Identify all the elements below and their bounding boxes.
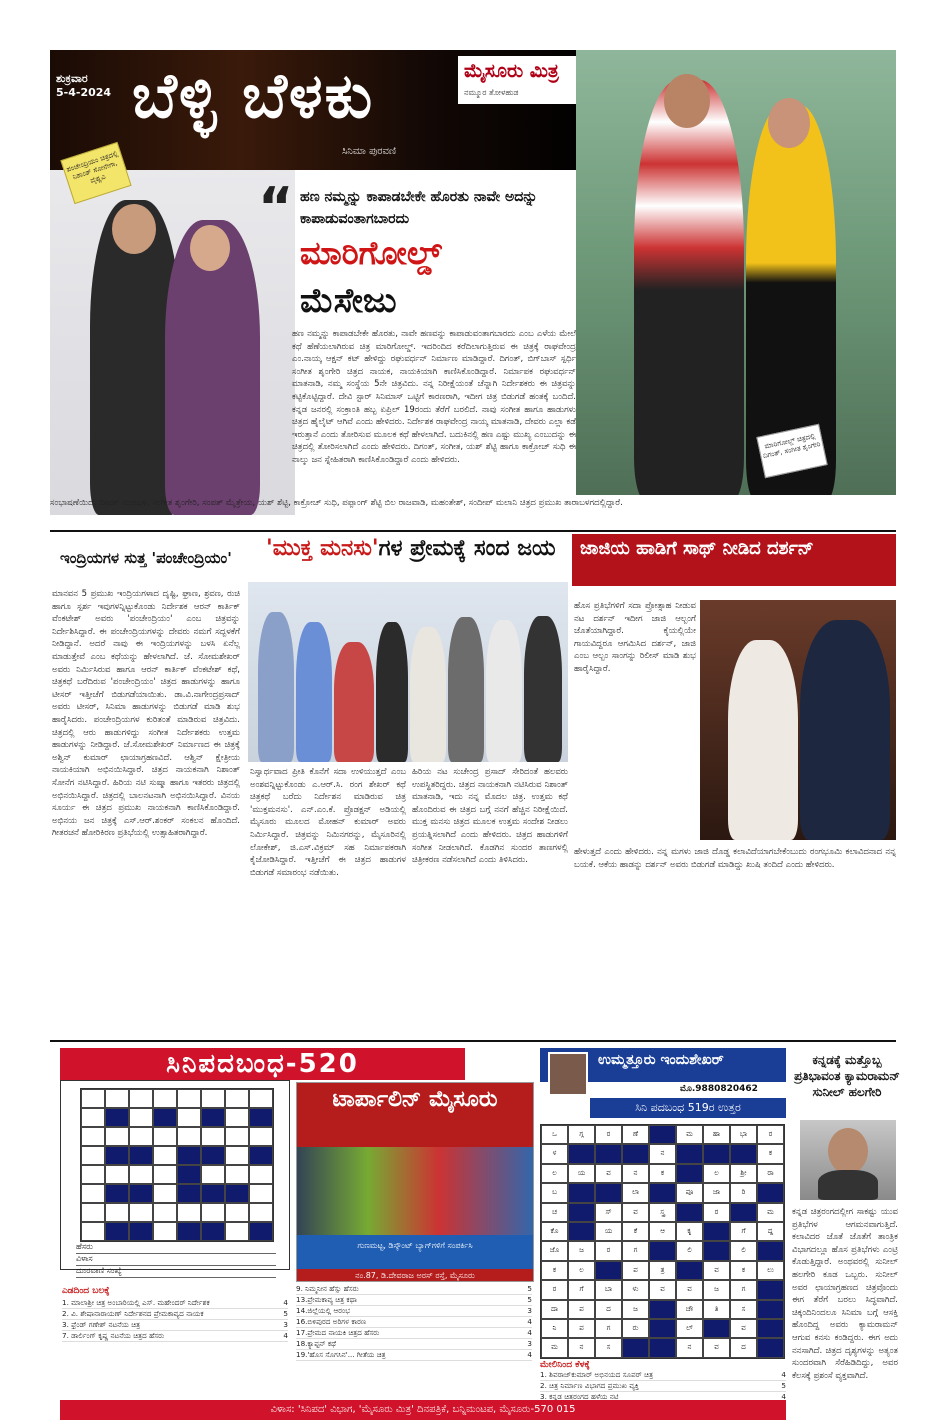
answer-cell: ದ: [730, 1338, 757, 1357]
clue-text: 14.ಜಿಲ್ಲೆಯಲ್ಲಿ ಆರಂಭ: [296, 1306, 351, 1315]
crossword-cell: [177, 1108, 201, 1127]
suneel-body: ಕನ್ನಡ ಚಿತ್ರರಂಗದಲ್ಲೀಗ ಸಾಕಷ್ಟು ಯುವ ಪ್ರತಿಭೆಗಳ ಆಗಮನವಾಗುತ್ತಿದೆ. ಕಲಾವಿದರ ಜೊತೆ ಜೊತೆಗೆ ತಾಂತ್ರಿಕ ವಿಭಾಗದಲ್ಲೂ ಹೊಸ ಪ್ರತಿಭೆಗಳು ಎಂಟ್ರಿ ಕೊಡುತ್ತಿದ್ದಾರೆ. ಅಂಥವರಲ್ಲಿ ಸುನೀಲ್ ಹಲಗೇರಿ ಕೂಡ ಒಬ್ಬರು. ಸುನೀಲ್ ಅವರ ಛಾಯಾಗ್ರಹಣದ ಚಿತ್ರವೊಂದು ಈಗ ತೆರೆಗೆ ಬರಲು ಸಿದ್ಧವಾಗಿದೆ. ಚಿಕ್ಕಂದಿನಿಂದಲೂ ಸಿನಿಮಾ ಬಗ್ಗೆ ಆಸಕ್ತಿ ಹೊಂದಿದ್ದ ಅವರು ಕ್ಯಾಮರಾಮನ್ ಆಗುವ ಕನಸು ಕಂಡಿದ್ದರು. ಈಗ ಅದು ನನಸಾಗಿದೆ. ಚಿತ್ರದ ದೃಶ್ಯಗಳನ್ನು ಅತ್ಯಂತ ಸುಂದರವಾಗಿ ಸೆರೆಹಿಡಿದಿದ್ದು, ಅವರ ಕೆಲಸಕ್ಕೆ ಪ್ರಶಂಸೆ ವ್ಯಕ್ತವಾಗಿದೆ.: [792, 1207, 898, 1381]
answer-cell: ಪ: [568, 1300, 595, 1319]
mukta-manasu-body-col2: ಹಿರಿಯ ನಟ ಸುಚೇಂದ್ರ ಪ್ರಸಾದ್ ಸೇರಿದಂತೆ ಹಲವರು ಉಪಸ್ಥಿತರಿದ್ದರು. ಚಿತ್ರದ ನಾಯಕನಾಗಿ ನಟಿಸಿರುವ ನಿಶಾಂತ್ ಮಾತನಾಡಿ, ಇದು ನನ್ನ ಮೊದಲ ಚಿತ್ರ. ಉತ್ತಮ ಕಥೆ ಹೊಂದಿರುವ ಈ ಚಿತ್ರದ ಬಗ್ಗೆ ನನಗೆ ಹೆಚ್ಚಿನ ನಿರೀಕ್ಷೆಯಿದೆ. ಮುಕ್ತ ಮನಸು ಚಿತ್ರದ ಮೂಲಕ ಉತ್ತಮ ಸಂದೇಶ ನೀಡಲು ಪ್ರಯತ್ನಿಸಲಾಗಿದೆ ಎಂದು ಹೇಳಿದರು. ಚಿತ್ರದ ಹಾಡುಗಳಿಗೆ ಸಂಗೀತ ನೀಡಲಾಗಿದೆ. ಕೊಡಗಿನ ಸುಂದರ ತಾಣಗಳಲ್ಲಿ ಚಿತ್ರೀಕರಣ ನಡೆಸಲಾಗಿದೆ ಎಂದು ತಿಳಿಸಿದರು.: [412, 767, 568, 866]
jaji-body-col2: ಹೇಳುತ್ತದೆ ಎಂದು ಹೇಳಿದರು. ನನ್ನ ಮಗಳು ಜಾಜಿ ದೊಡ್ಡ ಕಲಾವಿದೆಯಾಗಬೇಕೆಂಬುದು ರಂಗಭೂಮಿ ಕಲಾವಿದನಾದ ನನ್ನ ಬಯಕೆ. ಆಕೆಯ ಹಾಡನ್ನು ದರ್ಶನ್ ಅವರು ಬಿಡುಗಡೆ ಮಾಡಿದ್ದು ಖುಷಿ ತಂದಿದೆ ಎಂದು ಹೇಳಿದರು.: [574, 847, 896, 870]
answer-cell: [757, 1280, 784, 1299]
crossword-cell: [105, 1184, 129, 1203]
answer-cell: [676, 1164, 703, 1183]
crossword-cell: [81, 1127, 105, 1146]
down-clues: [296, 1284, 532, 1361]
issue-date: [56, 72, 111, 100]
clue-length: 4: [527, 1328, 532, 1337]
crossword-cell: [249, 1146, 273, 1165]
lead-headline-second: ಮೆಸೇಜು: [300, 281, 397, 321]
advert-address: ನಂ.87, ಡಿ.ದೇವರಾಜ ಅರಸ್ ರಸ್ತೆ, ಮೈಸೂರು: [297, 1269, 533, 1282]
clue-text: 7. ಡಾರ್ಲಿಂಗ್ ಕೃಷ್ಣ ನಟನೆಯ ಚಿತ್ರದ ಹೆಸರು: [62, 1331, 165, 1340]
answer-cell: ಒ: [541, 1125, 568, 1144]
answer-cell: [757, 1338, 784, 1357]
answer-cell: ನ: [622, 1164, 649, 1183]
answer-cell: ಲಿ: [676, 1241, 703, 1260]
crossword-cell: [225, 1127, 249, 1146]
answer-cell: [568, 1183, 595, 1202]
clue-length: 5: [527, 1284, 532, 1293]
crossword-cell: [225, 1184, 249, 1203]
clue-text: 18.ಕ್ಯಾಪ್ಟನ್ ಕಥೆ: [296, 1339, 337, 1348]
answer-cell: [757, 1319, 784, 1338]
clue-text: 1. ಮಾಲಾಶ್ರೀ ಚಿತ್ರ ಅಂಬಾರಿಯಲ್ಲಿ ಎಸ್. ಮಹೇಂದರ್ ನಿರ್ದೇಶಕ: [62, 1298, 210, 1307]
crossword-cell: [225, 1222, 249, 1241]
answer-cell: ಕೃ: [676, 1222, 703, 1241]
crossword-entry-form: [76, 1242, 276, 1278]
masthead: [50, 50, 595, 170]
clue-row: [296, 1284, 532, 1295]
crossword-cell: [249, 1222, 273, 1241]
crossword-cell: [153, 1108, 177, 1127]
crossword-cell: [177, 1089, 201, 1108]
crossword-cell: [129, 1108, 153, 1127]
across-clues: [62, 1298, 288, 1342]
winner-banner: ಉಮ್ಮತ್ತೂರು ಇಂದುಶೇಖರ್: [540, 1048, 786, 1082]
answer-cell: ತಿ: [703, 1300, 730, 1319]
crossword-cell: [153, 1222, 177, 1241]
answer-cell: [703, 1241, 730, 1260]
answer-cell: ಕೊ: [541, 1222, 568, 1241]
crossword-cell: [153, 1184, 177, 1203]
answer-cell: ಸ: [595, 1338, 622, 1357]
clue-text: 2. ವಿ. ಶೇಷಾನಾರಾಯಣ್ ನಿರ್ದೇಶನದ ಪ್ರೇಮಕಾವ್ಯದ ನಾಯಕ: [62, 1309, 204, 1318]
answer-cell: [649, 1125, 676, 1144]
answer-cell: [568, 1144, 595, 1163]
answer-cell: ವ: [703, 1338, 730, 1357]
answer-cell: ಗೆ: [730, 1222, 757, 1241]
answer-cell: ಜ: [622, 1300, 649, 1319]
crossword-cell: [81, 1089, 105, 1108]
crossword-cell: [201, 1108, 225, 1127]
answer-cell: ರಿ: [730, 1183, 757, 1202]
jaji-headline: ಜಾಜಿಯ ಹಾಡಿಗೆ ಸಾಥ್ ನೀಡಿದ ದರ್ಶನ್: [572, 534, 896, 586]
clue-row: [62, 1331, 288, 1342]
lead-headline: ಮಾರಿಗೋಲ್ಡ್: [300, 234, 442, 272]
answer-cell: [757, 1241, 784, 1260]
across-clues-heading: ಎಡದಿಂದ ಬಲಕ್ಕೆ: [62, 1286, 110, 1296]
answer-cell: ಮ: [541, 1338, 568, 1357]
answer-cell: [595, 1183, 622, 1202]
crossword-grid: [80, 1088, 274, 1242]
answer-cell: [649, 1183, 676, 1202]
answer-cell: ಗ: [595, 1319, 622, 1338]
mukta-manasu-body-col1: ನಿಸ್ವಾರ್ಥವಾದ ಪ್ರೀತಿ ಕೊನೆಗೆ ಸದಾ ಉಳಿಯುತ್ತದೆ ಎಂಬ ಅಂಶವನ್ನಿಟ್ಟುಕೊಂಡು ಎ.ಆರ್.ಸಿ. ರಂಗ ಶೇಖರ್ ಕಥೆ ಚಿತ್ರಕಥೆ ಬರೆದು ನಿರ್ದೇಶನ ಮಾಡಿರುವ ಚಿತ್ರ 'ಮುಕ್ತಮನಸು'. ಎನ್.ಎಂ.ಕೆ. ಪ್ರೊಡಕ್ಷನ್ ಅಡಿಯಲ್ಲಿ ಮೈಸೂರು ಮೂಲದ ಮೋಹನ್ ಕುಮಾರ್ ಅವರು ನಿರ್ಮಿಸಿದ್ದಾರೆ. ಚಿತ್ರವನ್ನು ನಿಮಿನಗರನ್ನು, ಮೈಸೂರಿನಲ್ಲಿ ಲೋಕೇಶ್, ಜಿ.ಎಸ್.ವಿಕ್ರಮ್ ಸಹ ನಿರ್ಮಾಪಕರಾಗಿ ಕೈಜೋಡಿಸಿದ್ದಾರೆ. ಇತ್ತೀಚೆಗೆ ಈ ಚಿತ್ರದ ಹಾಡುಗಳ ಬಿಡುಗಡೆ ಸಮಾರಂಭ ನಡೆಯಿತು.: [250, 767, 406, 878]
panchendriyam-headline: ಇಂದ್ರಿಯಗಳ ಸುತ್ತ 'ಪಂಚೇಂದ್ರಿಯಂ': [60, 549, 232, 567]
answer-cell: [595, 1144, 622, 1163]
answer-cell: ಶ್ರೀ: [730, 1164, 757, 1183]
marigold-couple-photo: [576, 50, 896, 495]
crossword-cell: [81, 1165, 105, 1184]
answer-cell: ಗ: [730, 1280, 757, 1299]
answer-grid: [540, 1124, 785, 1359]
answer-cell: ಆ: [649, 1222, 676, 1241]
crossword-cell: [249, 1108, 273, 1127]
crossword-cell: [129, 1089, 153, 1108]
clue-length: 3: [527, 1306, 532, 1315]
crossword-cell: [249, 1184, 273, 1203]
advert-bags-image: [297, 1147, 533, 1235]
crossword-cell: [105, 1108, 129, 1127]
crossword-cell: [81, 1203, 105, 1222]
crossword-cell: [177, 1222, 201, 1241]
answer-cell: ನ: [676, 1338, 703, 1357]
answer-cell: ಗ: [622, 1241, 649, 1260]
answer-cell: ಲ್: [676, 1319, 703, 1338]
clue-length: 3: [527, 1339, 532, 1348]
answer-cell: ಬಾ: [595, 1280, 622, 1299]
answer-cell: [649, 1338, 676, 1357]
crossword-cell: [153, 1165, 177, 1184]
clue-length: 4: [527, 1350, 532, 1359]
answer-cell: [757, 1183, 784, 1202]
crossword-cell: [153, 1127, 177, 1146]
advert-brand: ಟಾರ್ಪಾಲಿನ್ ಮೈಸೂರು: [297, 1083, 533, 1147]
answer-cell: [649, 1300, 676, 1319]
clue-text: 19.'ಹೊಸ ಸೊಗಸಿನ'... ಗೀತೆಯ ಚಿತ್ರ: [296, 1350, 386, 1359]
suneel-headline: ಕನ್ನಡಕ್ಕೆ ಮತ್ತೊಬ್ಬ ಪ್ರತಿಭಾವಂತ ಕ್ಯಾಮರಾಮನ್ ಸುನೀಲ್ ಹಲಗೇರಿ: [794, 1053, 900, 1099]
crossword-cell: [81, 1184, 105, 1203]
answer-cell: [757, 1300, 784, 1319]
answer-cell: ರ: [595, 1241, 622, 1260]
lead-story-body: ಹಣ ನಮ್ಮನ್ನು ಕಾಪಾಡಬೇಕೇ ಹೊರತು, ನಾವೇ ಹಣವನ್ನು ಕಾಪಾಡುವಂತಾಗಬಾರದು ಎಂಬ ಎಳೆಯ ಮೇಲೆ ಕಥೆ ಹೆಣೆಯಲಾಗಿರುವ ಚಿತ್ರ ಮಾರಿಗೋಲ್ಡ್. ಇದರಿಂದಿದ ಕರೆದಿಲಾಗುತ್ತಿರುವ ಈ ಚಿತ್ರಕ್ಕೆ ರಾಘವೇಂದ್ರ ಎಂ.ನಾಯ್ಕ ಆಕ್ಷನ್ ಕಟ್ ಹೇಳಿದ್ದು ರಘುವರ್ಧನ್ ನಿರ್ಮಾಣ ಮಾಡಿದ್ದಾರೆ. ದಿಗಂತ್, ಬಿಗ್‌ಬಾಸ್ ಸ್ಪರ್ಧಿ ಸಂಗೀತ ಶೃಂಗೇರಿ ಚಿತ್ರದ ನಾಯಕ, ನಾಯಕಿಯಾಗಿ ಕಾಣಿಸಿಕೊಂಡಿದ್ದಾರೆ. ನಿರ್ಮಾಪಕ ರಘುವರ್ಧನ್ ಮಾತನಾಡಿ, ನಮ್ಮ ಸಂಸ್ಥೆಯ 5ನೇ ಚಿತ್ರವಿದು. ನನ್ನ ನಿರೀಕ್ಷೆಯಂತೆ ಚೆನ್ನಾಗಿ ನಿರ್ದೇಶಕರು ಈ ಚಿತ್ರವನ್ನು ಕಟ್ಟಿಕೊಟ್ಟಿದ್ದಾರೆ. ದೇವಿ ಸ್ಟಾರ್ ಸಿನಿಮಾಸ್ ಒಟ್ಟಿಗೆ ಕಾರಣರಾಗಿ, ಇದೀಗ ಚಿತ್ರ ಬಿಡುಗಡೆ ಹಂತಕ್ಕೆ ಬಂದಿದೆ. ಕನ್ನಡ ಜನರಲ್ಲಿ ಸಂಕ್ರಾಂತಿ ಹಬ್ಬ ಏಪ್ರಿಲ್ 19ರಂದು ತೆರೆಗೆ ಬರಲಿದೆ. ನಾವು ಸಂಗೀತ ಹಾಗೂ ಹಾಡುಗಳು ಚಿತ್ರದ ಹೈಲೈಟ್ ಆಗಿವೆ ಎಂದು ಹೇಳಿದರು. ನಿರ್ದೇಶಕ ರಾಘವೇಂದ್ರ ನಾಯ್ಕ ಮಾತನಾಡಿ, ದೇವರು ಎಲ್ಲಾ ಕಡೆ ಇರುತ್ತಾನೆ ಎಂದು ತೋರಿಸುವ ಮೂಲಕ ಕಥೆ ಹೇಳಲಾಗಿದೆ. ಬದುಕಿನಲ್ಲಿ ಹಣ ಎಷ್ಟು ಮುಖ್ಯ ಎಂಬುದನ್ನು ಈ ಚಿತ್ರದಲ್ಲಿ ತೋರಿಸಲಾಗಿದೆ ಎಂದು ಹೇಳಿದರು. ದಿಗಂತ್, ಸಂಗೀತ, ಯಶ್ ಶೆಟ್ಟಿ ಹಾಗೂ ಕಾಕ್ರೋಚ್ ಸುಧಿ ಈ ನಾಲ್ಕು ಜನ ಸ್ನೇಹಿತರಾಗಿ ಕಾಣಿಸಿಕೊಂಡಿದ್ದಾರೆ ಎಂದು ಹೇಳಿದರು.: [292, 329, 576, 465]
crossword-cell: [249, 1203, 273, 1222]
answer-cell: ತ್ರ: [649, 1261, 676, 1280]
photo-caption-sticker: ಮಾರಿಗೋಲ್ಡ್ ಚಿತ್ರದಲ್ಲಿ ದಿಗಂತ್, ಸಂಗೀತ ಶೃಂಗೇರಿ: [756, 424, 827, 478]
clue-row: [62, 1298, 288, 1309]
answer-cell: [703, 1144, 730, 1163]
answer-cell: ರಾ: [757, 1164, 784, 1183]
answer-cell: ದ್ದ: [757, 1222, 784, 1241]
answer-cell: ರ: [703, 1203, 730, 1222]
phone-label: ದೂರವಾಣಿ ಸಂಖ್ಯೆ: [76, 1266, 122, 1275]
answer-cell: [568, 1203, 595, 1222]
crossword-cell: [153, 1089, 177, 1108]
answer-cell: [676, 1203, 703, 1222]
answer-cell: [730, 1144, 757, 1163]
answer-cell: [649, 1241, 676, 1260]
clue-text: 9. ನಿಮ್ಮನೀನ ಹೆಸ್ಸು ಹೆಸರು: [296, 1284, 359, 1293]
crossword-cell: [225, 1146, 249, 1165]
clue-length: 3: [283, 1320, 288, 1329]
advert-tagline: ಗುಣಮಟ್ಟ, ಡಿಸ್ಕೌಂಟ್ ಬ್ಯಾಗ್‌ಗಳಿಗೆ ಸಂಪರ್ಕಿಸಿ: [297, 1235, 533, 1269]
clue-row: [296, 1317, 532, 1328]
answer-cell: ಪ: [568, 1319, 595, 1338]
crossword-cell: [153, 1203, 177, 1222]
darshan-jaji-photo: [700, 600, 896, 840]
crossword-cell: [249, 1089, 273, 1108]
crossword-cell: [81, 1108, 105, 1127]
crossword-cell: [129, 1222, 153, 1241]
answer-cell: ರು: [622, 1319, 649, 1338]
crossword-cell: [225, 1203, 249, 1222]
answer-cell: [703, 1319, 730, 1338]
headline-quote-part: 'ಮುಕ್ತ ಮನಸು': [266, 536, 379, 561]
divider: [50, 530, 896, 532]
clue-length: 4: [781, 1370, 786, 1379]
clue-text: 13.ಪ್ರೇಮಕಾವ್ಯ ಚಿತ್ರ ಕಥಾ: [296, 1295, 357, 1304]
answer-cell: ವ: [730, 1319, 757, 1338]
answer-cell: ದಾ: [541, 1300, 568, 1319]
clue-text: 17.ಪ್ರೇಮದ ನಾಯಕಿ ಚಿತ್ರದ ಹೆಸರು: [296, 1328, 380, 1337]
crossword-cell: [201, 1203, 225, 1222]
suneel-photo: [800, 1120, 896, 1200]
crossword-cell: [81, 1222, 105, 1241]
clue-row: [540, 1370, 786, 1381]
answer-cell: ಳ: [541, 1144, 568, 1163]
crossword-cell: [105, 1165, 129, 1184]
answer-cell: ಸ: [730, 1300, 757, 1319]
crossword-cell: [201, 1146, 225, 1165]
answer-cell: ಗ್ಗ: [568, 1125, 595, 1144]
clue-row: [62, 1309, 288, 1320]
lead-story-tail: ಸಂಭಾಷಣೆಯಿದೆ. ದೀಪಕ್ ಮಂಜುಳ, ಸಂಗೀತ ಶೃಂಗೇರಿ, ಸಂಪತ್ ಮೈತ್ರೇಯ, ಯಶ್ ಶೆಟ್ಟಿ, ಕಾಕ್ರೋಚ್ ಸುಧಿ, ಪಪ್ಪಾಂಗ್ ಶೆಟ್ಟಿ ಬಿಲ ರಾಜವಾಡಿ, ಮಹಂತೇಶ್, ಸಂದೀಪ್ ಮಲಾನಿ ಚಿತ್ರದ ಪ್ರಮುಖ ತಾರಾಬಳಗದಲ್ಲಿದ್ದಾರೆ.: [50, 498, 623, 508]
answer-cell: [676, 1261, 703, 1280]
answer-cell: ಕ: [649, 1164, 676, 1183]
clue-row: [296, 1295, 532, 1306]
clue-row: [296, 1328, 532, 1339]
crossword-cell: [153, 1146, 177, 1165]
issue-date-value: 5-4-2024: [56, 86, 112, 99]
answer-cell: ಮ: [757, 1203, 784, 1222]
answer-cell: ಜ: [568, 1241, 595, 1260]
answer-cell: [649, 1319, 676, 1338]
answer-cell: [622, 1338, 649, 1357]
answer-cell: ನಿ: [541, 1319, 568, 1338]
crossword-cell: [201, 1089, 225, 1108]
clue-length: 4: [283, 1331, 288, 1340]
crossword-cell: [129, 1165, 153, 1184]
crossword-cell: [129, 1203, 153, 1222]
clue-text: 16.ಬಿಳಿಪುರದ ಅರಿಗಳ ಕಾರಣ: [296, 1317, 367, 1326]
address-label: ವಿಳಾಸ: [76, 1254, 93, 1263]
answer-cell: ಮ: [676, 1125, 703, 1144]
answer-cell: ದ: [595, 1300, 622, 1319]
clue-length: 4: [527, 1317, 532, 1326]
answer-cell: ಲಾ: [622, 1183, 649, 1202]
clue-text: 2. ಚಿತ್ರ ನಿರ್ಮಾಣ ವಿಭಾಗದ ಪ್ರಮುಖ ವ್ಯಕ್ತಿ: [540, 1381, 639, 1390]
clue-text: 3. ಫ್ರೆಂಡ್ ಗಣೇಶ್ ನಟನೆಯ ಚಿತ್ರ: [62, 1320, 141, 1329]
brand-tagline: ನಮ್ಮೂರ ತೋಳಹುಡ: [464, 88, 519, 97]
answer-cell: ಲಿ: [730, 1241, 757, 1260]
winner-phone: ಮೊ.9880820462: [680, 1084, 758, 1094]
answer-cell: [703, 1222, 730, 1241]
clue-length: 5: [283, 1309, 288, 1318]
answer-cell: ಸ್ತ್ರ: [649, 1203, 676, 1222]
answer-cell: ಲ: [568, 1261, 595, 1280]
answer-cell: [568, 1222, 595, 1241]
answer-cell: [730, 1203, 757, 1222]
answer-cell: ರ: [757, 1125, 784, 1144]
answer-cell: ಸ್: [595, 1203, 622, 1222]
clue-text: 3. ಕನ್ನಡ ಚಿತ್ರರಂಗದ ಹಳೆಯ ನಟಿ: [540, 1392, 619, 1400]
crossword-cell: [105, 1203, 129, 1222]
clue-length: 4: [283, 1298, 288, 1307]
answer-cell: ಕ: [757, 1144, 784, 1163]
answer-cell: ಗೆ: [568, 1280, 595, 1299]
crossword-cell: [129, 1127, 153, 1146]
answer-cell: ವ: [649, 1280, 676, 1299]
mukta-manasu-group-photo: [248, 582, 568, 762]
crossword-cell: [201, 1127, 225, 1146]
answer-cell: ಭಾ: [730, 1125, 757, 1144]
tarpaulin-advert: [296, 1082, 534, 1282]
clue-row: [62, 1320, 288, 1331]
answer-cell: ಚೌ: [676, 1300, 703, 1319]
crossword-cell: [177, 1146, 201, 1165]
answer-cell: ಚ: [541, 1203, 568, 1222]
clue-row: [540, 1381, 786, 1392]
crossword-title: ಸಿನಿಪದಬಂಧ-520: [60, 1048, 465, 1080]
crossword-cell: [81, 1146, 105, 1165]
brand-logo: ಮೈಸೂರು ಮಿತ್ರ: [464, 60, 559, 82]
answer-cell: ಕ: [541, 1261, 568, 1280]
crossword-cell: [201, 1165, 225, 1184]
answer-cell: ಕೆ: [622, 1222, 649, 1241]
lead-quote: ಹಣ ನಮ್ಮನ್ನು ಕಾಪಾಡಬೇಕೇ ಹೊರತು ನಾವೇ ಅದನ್ನು ಕಾಪಾಡುವಂತಾಗಬಾರದು: [300, 189, 538, 227]
crossword-cell: [225, 1089, 249, 1108]
answer-cell: ಹಾ: [703, 1125, 730, 1144]
answer-cell: ಬ: [541, 1183, 568, 1202]
supplement-subtitle: ಸಿನಿಮಾ ಪುರವಣಿ: [342, 146, 397, 157]
crossword-cell: [105, 1089, 129, 1108]
answer-cell: ವ: [622, 1203, 649, 1222]
answer-cell: ಲ: [703, 1164, 730, 1183]
crossword-cell: [105, 1222, 129, 1241]
crossword-cell: [177, 1165, 201, 1184]
answer-cell: ವ: [676, 1280, 703, 1299]
crossword-cell: [201, 1184, 225, 1203]
photo-caption-sticker: ಪಂಚೇಂದ್ರಿಯಂ ಚಿತ್ರದಲ್ಲಿ ನಿಶಾಂತ್ ಸೋನೇಗಾ, ವೈಷ್ಣವಿ: [60, 142, 131, 204]
answer-cell: ಳು: [622, 1280, 649, 1299]
crossword-cell: [177, 1184, 201, 1203]
answer-heading: ಸಿನಿ ಪದಬಂಧ 519ರ ಉತ್ತರ: [590, 1098, 786, 1118]
answer-cell: ನ: [649, 1144, 676, 1163]
divider: [50, 1040, 896, 1042]
crossword-cell: [249, 1127, 273, 1146]
answer-cell: ನ: [568, 1338, 595, 1357]
crossword-cell: [249, 1165, 273, 1184]
crossword-cell: [225, 1165, 249, 1184]
clue-row: [296, 1306, 532, 1317]
crossword-cell: [129, 1184, 153, 1203]
name-label: ಹೆಸರು: [76, 1242, 93, 1251]
answer-cell: ವ: [703, 1261, 730, 1280]
crossword-cell: [225, 1108, 249, 1127]
answer-cell: ರ: [595, 1125, 622, 1144]
answer-cell: [676, 1144, 703, 1163]
crossword-cell: [105, 1146, 129, 1165]
issue-day: ಶುಕ್ರವಾರ: [56, 72, 88, 85]
answer-cell: ಜಾ: [703, 1183, 730, 1202]
crossword-cell: [177, 1203, 201, 1222]
answer-cell: ವ: [595, 1164, 622, 1183]
mukta-manasu-headline: [266, 536, 556, 561]
clue-row: [296, 1350, 532, 1361]
top-down-clues: [540, 1370, 786, 1400]
footer-address: ವಿಳಾಸ: 'ಸಿನಿಪದ' ವಿಭಾಗ, 'ಮೈಸೂರು ಮಿತ್ರ' ದಿನಪತ್ರಿಕೆ, ಬನ್ನಿಮಂಟಪ, ಮೈಸೂರು-570 015: [60, 1400, 786, 1420]
answer-cell: [595, 1261, 622, 1280]
clue-text: 1. ಶಿವರಾಜ್‌ಕುಮಾರ್ ಅಭಿನಯದ ಸೂಪರ್ ಚಿತ್ರ: [540, 1370, 654, 1379]
crossword-cell: [129, 1146, 153, 1165]
answer-cell: ಪೂ: [676, 1183, 703, 1202]
brand-box: [458, 56, 588, 104]
answer-cell: ಣೆ: [622, 1125, 649, 1144]
clue-row: [540, 1392, 786, 1400]
jaji-body-col1: ಹೊಸ ಪ್ರತಿಭೆಗಳಿಗೆ ಸದಾ ಪ್ರೋತ್ಸಾಹ ನೀಡುವ ನಟ ದರ್ಶನ್ ಇದೀಗ ಜಾಜಿ ಆಲ್ಬಂಗೆ ಜೊತೆಯಾಗಿದ್ದಾರೆ. ಕೈಯಲ್ಲಿಯೇ ಗಾಯವಿದ್ದರೂ ಆಗಮಿಸಿದ ದರ್ಶನ್, ಜಾಜಿ ಎಂಬ ಆಲ್ಬಂ ಸಾಂಗನ್ನು ರಿಲೀಸ್ ಮಾಡಿ ಶುಭ ಹಾರೈಸಿದ್ದಾರೆ.: [574, 601, 696, 674]
crossword-cell: [105, 1127, 129, 1146]
clue-length: 4: [781, 1392, 786, 1400]
answer-cell: ಜ: [703, 1280, 730, 1299]
crossword-cell: [201, 1222, 225, 1241]
answer-cell: ಪ: [622, 1261, 649, 1280]
answer-cell: ಕ: [730, 1261, 757, 1280]
top-down-heading: ಮೇಲಿನಿಂದ ಕೆಳಕ್ಕೆ: [540, 1360, 590, 1370]
supplement-title: ಬೆಳ್ಳಿ ಬೆಳಕು: [132, 59, 375, 132]
answer-cell: ರ: [541, 1280, 568, 1299]
panchendriyam-body: ಮಾನವನ 5 ಪ್ರಮುಖ ಇಂದ್ರಿಯಗಳಾದ ದೃಷ್ಟಿ, ಘ್ರಾಣ, ಶ್ರವಣ, ರುಚಿ ಹಾಗೂ ಸ್ಪರ್ಶ ಇವುಗಳನ್ನಿಟ್ಟುಕೊಂಡು ನಿರ್ದೇಶಕ ಆರನ್ ಕಾರ್ತಿಕ್ ವೆಂಕಟೇಶ್ ಅವರು 'ಪಂಚೇಂದ್ರಿಯಂ' ಎಂಬ ಚಿತ್ರವನ್ನು ನಿರ್ದೇಶಿಸಿದ್ದಾರೆ. ಈ ಪಂಚೇಂದ್ರಿಯಗಳನ್ನು ದೇವರು ನಮಗೆ ಸದ್ಬಳಕೆಗೆ ನೀಡಿದ್ದಾನೆ. ಅದರೆ ನಾವು ಈ ಇಂದ್ರಿಯಗಳನ್ನು ಬಳಸಿ ಏನೆಲ್ಲ ಮಾಡುತ್ತೇವೆ ಎಂಬ ಕಥೆಯನ್ನು ಹೇಳಲಾಗಿದೆ. ಜೆ. ಸೋಮಶೇಖರ್ ಅವರು ನಿರ್ಮಿಸಿರುವ ಹಾಗೂ ಆರನ್ ಕಾರ್ತಿಕ್ ವೆಂಕಟೇಶ್ ಕಥೆ, ಚಿತ್ರಕಥೆ ಬರೆದಿರುವ 'ಪಂಚೇಂದ್ರಿಯಂ' ಚಿತ್ರದ ಹಾಡುಗಳನ್ನು ಹಾಗೂ ಟೀಸರ್ ಇತ್ತೀಚೆಗೆ ಬಿಡುಗಡೆಯಾಯಿತು. ಡಾ.ವಿ.ನಾಗೇಂದ್ರಪ್ರಸಾದ್ ಅವರು ಟೀಸರ್, ಸಿನಿಮಾ ಹಾಡುಗಳನ್ನು ಬಿಡುಗಡೆ ಮಾಡಿ ಶುಭ ಹಾರೈಸಿದರು. ಪಂಚೇಂದ್ರಿಯಗಳ ಕುರಿತಂತೆ ಮಾಡಿರುವ ಚಿತ್ರವಿದು. ಚಿತ್ರದಲ್ಲಿ ಆರು ಹಾಡುಗಳಿದ್ದು ಸಂಗೀತ ನಿರ್ದೇಶಕರು ಉತ್ತಮ ಹಾಡುಗಳನ್ನು ನೀಡಿದ್ದಾರೆ. ಜೆ.ಸೋಮಶೇಖರ್ ನಿರ್ಮಾಣದ ಈ ಚಿತ್ರಕ್ಕೆ ಅಶ್ವಿನ್ ಕುಮಾರ್ ಛಾಯಾಗ್ರಹಣವಿದೆ. ಆಶ್ವಿನ್ ಕ್ಷೇತ್ರೀಯ ನಾಯಕಿಯಾಗಿ ಅಭಿನಯಿಸಿದ್ದಾರೆ. ಚಿತ್ರದ ನಾಯಕನಾಗಿ ನಿಶಾಂತ್ ಸೋನೆಗ ನಟಿಸಿದ್ದಾರೆ. ಹಿರಿಯ ನಟಿ ಸುಷ್ಮಾ ಹಾಗೂ ಇತರರು ಚಿತ್ರದಲ್ಲಿ ಅಭಿನಯಿಸಿದ್ದಾರೆ. ಚಿತ್ರದಲ್ಲಿ ಬಾಲನಟನಾಗಿ ಅಭಿನಯಿಸಿದ್ದಾರೆ. ವಿನಯ ಸೂರ್ಯ ಈ ಚಿತ್ರದ ಪ್ರಮುಖ ನಾಯಕನಾಗಿ ಕಾಣಿಸಿಕೊಂಡಿದ್ದಾರೆ. ಅಭಿನಯ ಜನ ಚಿತ್ರಕ್ಕೆ ಎಸ್.ಆರ್.ಶಂಕರ್ ಸಂಕಲನ ಹೊಂದಿದೆ. ಗೀತರಚನೆ ಹೋರಿಕಿರಣ ಪ್ರತಿಭೆಯಲ್ಲಿ ಉತ್ಸಾಹಿತರಾಗಿದ್ದಾರೆ.: [52, 589, 240, 839]
answer-cell: [622, 1144, 649, 1163]
winner-photo: [548, 1052, 588, 1096]
answer-cell: ಯ: [595, 1222, 622, 1241]
clue-length: 5: [527, 1295, 532, 1304]
answer-cell: ಯ: [568, 1164, 595, 1183]
answer-cell: ಜೊ: [541, 1241, 568, 1260]
quote-mark-icon: “: [258, 176, 294, 239]
clue-row: [296, 1339, 532, 1350]
answer-cell: ಲು: [757, 1261, 784, 1280]
headline-rest-part: ಗಳ ಪ್ರೇಮಕ್ಕೆ ಸಂದ ಜಯ: [378, 536, 556, 561]
clue-length: 5: [781, 1381, 786, 1390]
answer-cell: ಲ: [541, 1164, 568, 1183]
crossword-cell: [177, 1127, 201, 1146]
